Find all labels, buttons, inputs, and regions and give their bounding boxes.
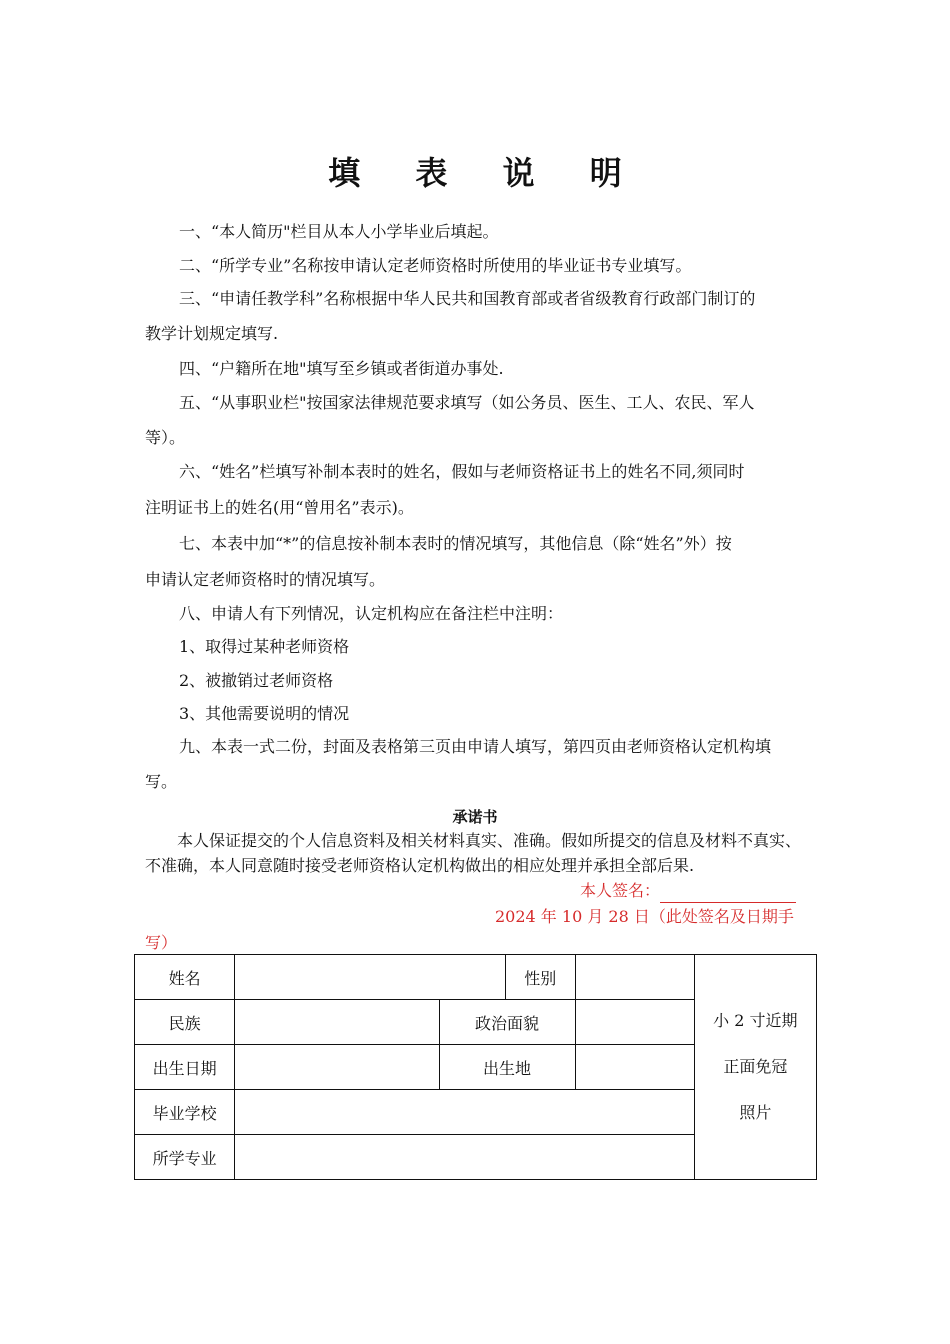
instruction-item-6-cont: 注明证书上的姓名(用“曾用名”表示)。 [145,498,414,517]
instruction-item-9: 九、本表一式二份，封面及表格第三页由申请人填写，第四页由老师资格认定机构填 [179,737,772,756]
school-label: 毕业学校 [135,1090,235,1135]
ethnicity-field[interactable] [235,1000,439,1045]
signature-label: 本人签名： [580,881,661,900]
signature-date: 2024 年 10 月 28 日（此处签名及日期手写） [145,907,794,952]
birth-date-field[interactable] [235,1045,439,1090]
photo-box[interactable] [694,955,816,1180]
promise-title: 承诺书 [452,808,498,826]
personal-info-table [134,954,817,1180]
birth-date-label: 出生日期 [135,1045,235,1090]
name-label: 姓名 [135,955,235,1000]
signature-line[interactable] [660,886,796,903]
signature-block [580,879,796,903]
photo-label-1: 小 2 寸近期 [713,1011,798,1030]
instruction-item-8: 八、申请人有下列情况，认定机构应在备注栏中注明： [179,604,564,623]
instruction-subitem-1: 1、取得过某种老师资格 [179,637,350,656]
promise-text: 本人保证提交的个人信息资料及相关材料真实、准确。假如所提交的信息及材料不真实、不准确，本人同意随时接受老师资格认定机构做出的相应处理并承担全部后果. [145,831,802,875]
name-field[interactable] [235,955,506,1000]
instruction-item-9-cont: 写。 [145,772,178,791]
gender-field[interactable] [575,955,694,1000]
instruction-subitem-2: 2、被撤销过老师资格 [179,671,334,690]
instruction-item-6: 六、“姓名”栏填写补制本表时的姓名，假如与老师资格证书上的姓名不同,须同时 [179,462,745,481]
instruction-subitem-3: 3、其他需要说明的情况 [179,704,350,723]
instruction-item-7: 七、本表中加“*”的信息按补制本表时的情况填写，其他信息（除“姓名”外）按 [179,534,732,553]
instruction-item-3-cont: 教学计划规定填写. [145,324,279,343]
photo-label-2: 正面免冠 [723,1057,788,1076]
instruction-item-7-cont: 申请认定老师资格时的情况填写。 [145,570,386,589]
birthplace-label: 出生地 [439,1045,575,1090]
instruction-item-1: 一、“本人简历"栏目从本人小学毕业后填起。 [179,222,499,241]
ethnicity-label: 民族 [135,1000,235,1045]
page-title: 填 表 说 明 [328,154,644,192]
school-field[interactable] [235,1090,694,1135]
political-status-field[interactable] [575,1000,694,1045]
political-status-label: 政治面貌 [439,1000,575,1045]
major-field[interactable] [235,1135,694,1180]
instruction-item-2: 二、“所学专业”名称按申请认定老师资格时所使用的毕业证书专业填写。 [179,256,692,275]
photo-label-3: 照片 [739,1103,772,1122]
instruction-item-5: 五、“从事职业栏"按国家法律规范要求填写（如公务员、医生、工人、农民、军人 [179,393,755,412]
birthplace-field[interactable] [575,1045,694,1090]
gender-label: 性别 [505,955,575,1000]
major-label: 所学专业 [135,1135,235,1180]
instruction-item-3: 三、“申请任教学科”名称根据中华人民共和国教育部或者省级教育行政部门制订的 [179,289,756,308]
instruction-item-5-cont: 等）。 [145,428,186,447]
instruction-item-4: 四、“户籍所在地"填写至乡镇或者街道办事处. [179,359,504,378]
